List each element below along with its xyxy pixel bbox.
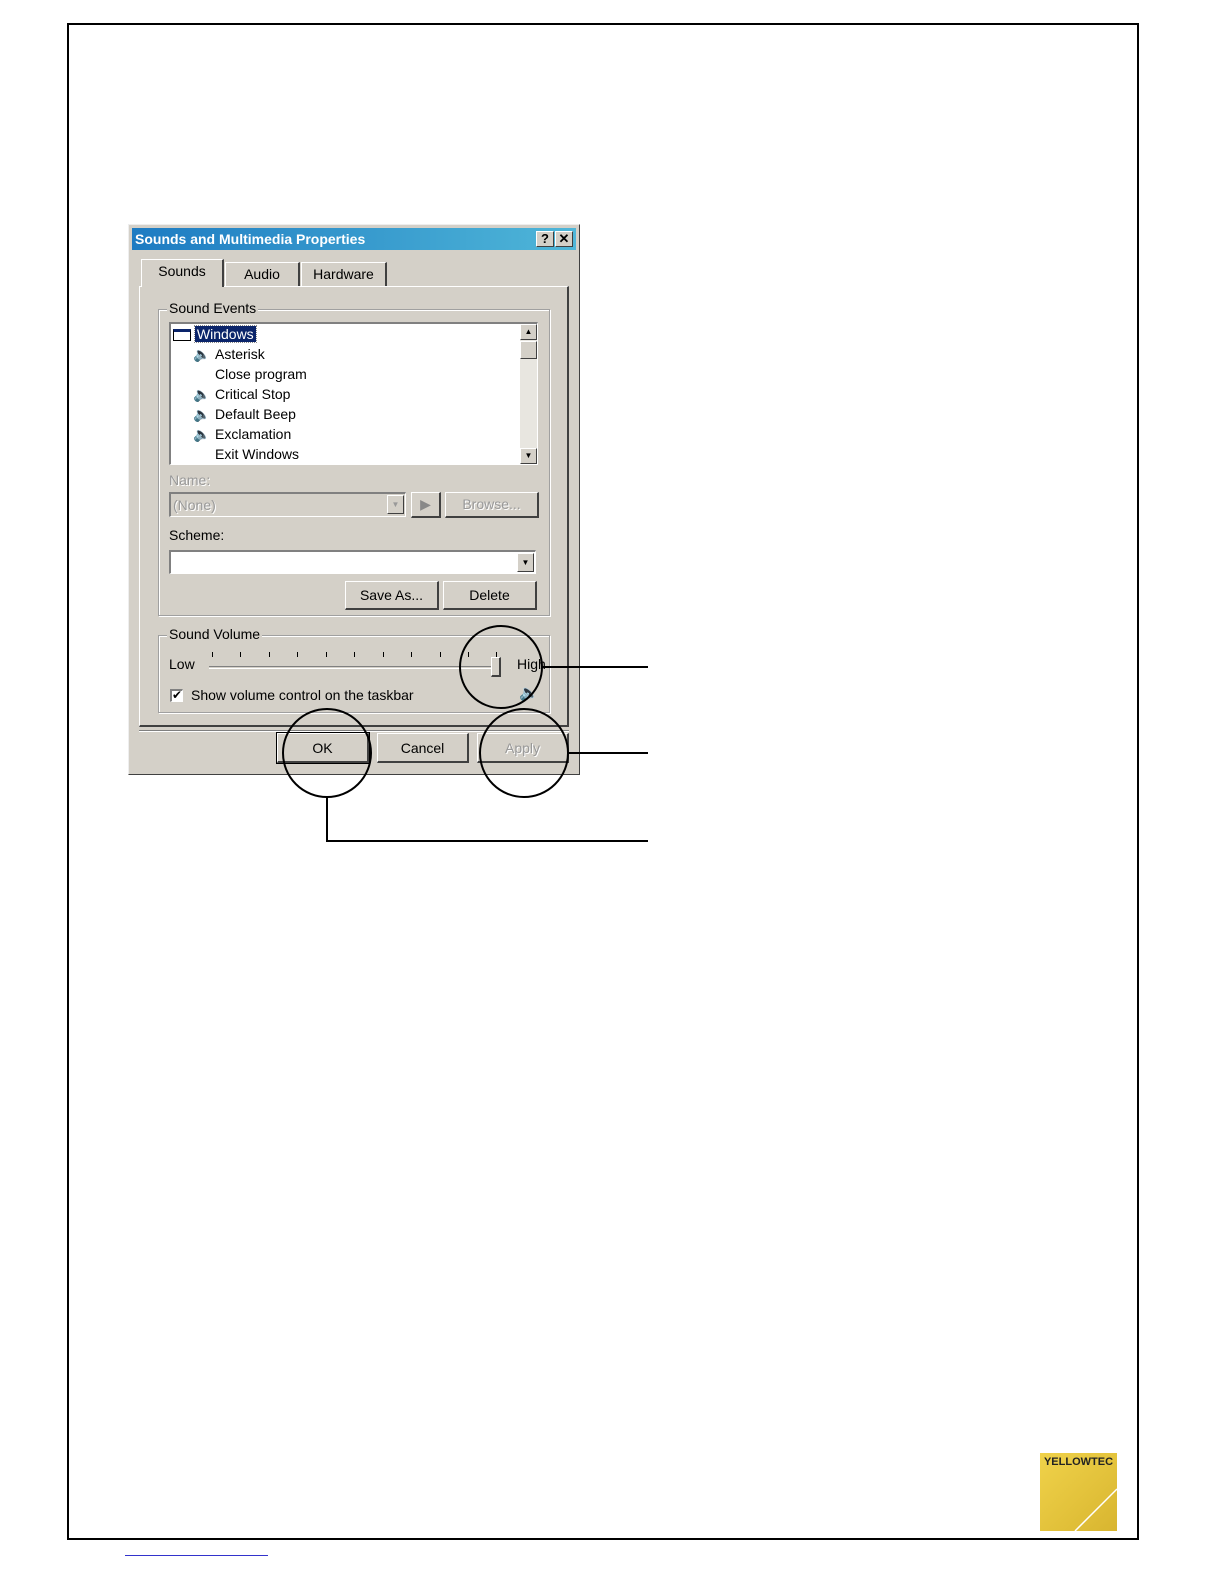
speaker-icon: 🔈 [193,426,211,442]
chevron-down-icon[interactable]: ▼ [517,553,534,572]
speaker-icon: 🔈 [193,386,211,402]
apply-button[interactable]: Apply [477,733,569,763]
list-item-label: Asterisk [215,346,265,362]
name-label: Name: [169,472,211,488]
callout-circle-slider [460,626,542,708]
ok-button[interactable]: OK [277,733,369,763]
list-item-label: Default Beep [215,406,296,422]
cancel-button[interactable]: Cancel [377,733,469,763]
callout-circle-ok [283,709,371,797]
scheme-label: Scheme: [169,527,225,543]
tab-hardware[interactable]: Hardware [301,262,387,286]
help-button[interactable]: ? [536,231,554,247]
sound-volume-label: Sound Volume [169,626,261,642]
name-value: (None) [173,497,216,513]
tab-audio[interactable]: Audio [225,262,300,286]
leader-line-ok [327,797,648,841]
list-item-label: Close program [215,366,307,382]
speaker-icon[interactable]: 🔈 [519,685,539,702]
delete-button[interactable]: Delete [443,581,537,610]
browse-button[interactable]: Browse... [445,492,539,518]
list-item-label: Exit Windows [215,446,300,462]
close-button[interactable]: ✕ [555,231,573,247]
play-icon: ▶ [420,496,431,512]
list-item-label: Critical Stop [215,386,291,402]
volume-high-label: High [517,656,546,672]
tab-sounds[interactable]: Sounds [141,259,224,287]
show-volume-checkbox[interactable]: ✔ [172,688,183,702]
save-as-button[interactable]: Save As... [345,581,439,610]
list-item-label: Windows [196,326,254,342]
callout-circle-apply [480,709,568,797]
list-item-label: Exclamation [215,426,292,442]
speaker-icon: 🔈 [193,406,211,422]
scroll-up-button[interactable]: ▲ [520,324,537,340]
volume-low-label: Low [169,656,195,672]
sound-events-label: Sound Events [169,300,257,316]
logo-text: YELLOWTEC [1043,1456,1114,1468]
scroll-down-button[interactable]: ▼ [520,448,537,464]
speaker-icon: 🔈 [193,346,211,362]
chevron-down-icon[interactable]: ▼ [387,495,404,514]
dialog-title: Sounds and Multimedia Properties [135,231,366,247]
show-volume-label: Show volume control on the taskbar [191,687,414,703]
